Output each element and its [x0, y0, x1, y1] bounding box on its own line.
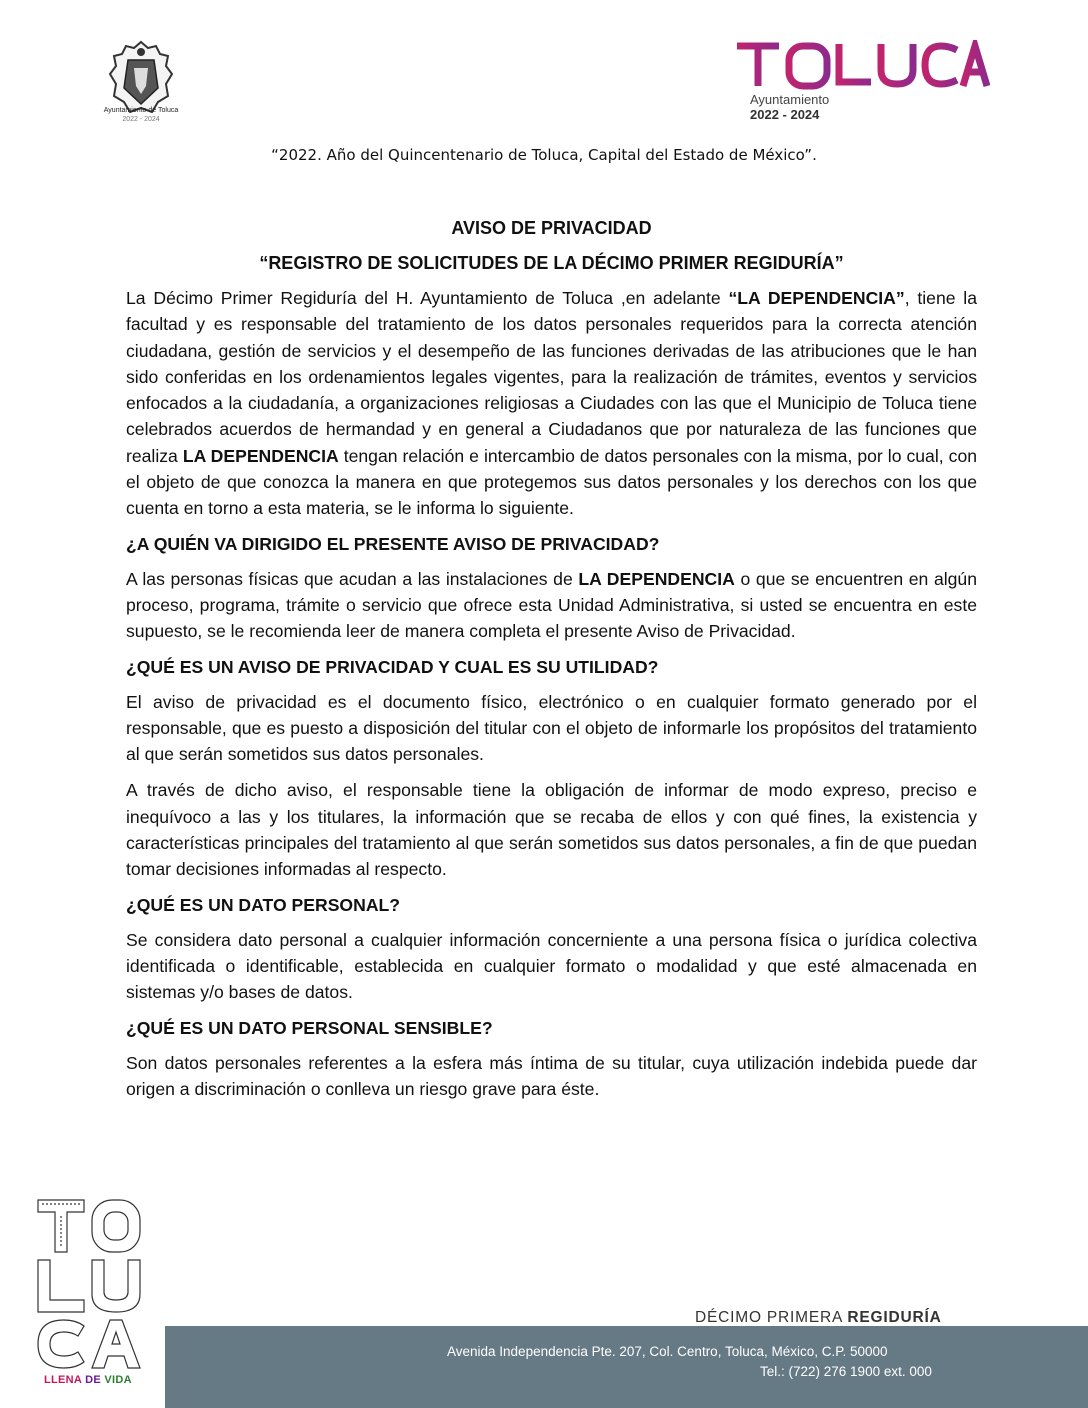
dato-sensible-paragraph: Son datos personales referentes a la esfera más íntima de su titular, cuya utilización indebida puede dar origen a discriminación o conlleva un riesgo grave para éste. — [126, 1052, 977, 1099]
utilidad-paragraph-2: A través de dicho aviso, el responsable tiene la obligación de informar de modo expreso, preciso e inequívoco a las y los titulares, la información que se recaba de ellos y con qué fines, la existencia y características principales del tratamiento al que serán sometidos sus datos personales, a fin de que puedan tomar decisiones informadas al respecto. — [126, 780, 977, 880]
footer-phone: Tel.: (722) 276 1900 ext. 000 — [760, 1364, 932, 1379]
section-heading-dato-sensible: ¿QUÉ ES UN DATO PERSONAL SENSIBLE? — [126, 1017, 493, 1038]
dirigido-text-a: A las personas físicas que acudan a las instalaciones de — [126, 568, 579, 589]
dirigido-paragraph — [126, 566, 977, 645]
intro-text-b: “LA DEPENDENCIA” — [728, 288, 905, 308]
toluca-vertical-logo — [36, 1196, 142, 1372]
utilidad-paragraph-1: El aviso de privacidad es el documento físico, electrónico o en cualquier formato generado por el responsable, que es puesto a disposición del titular con el objeto de informarle los propósitos del tratamiento al que serán sometidos sus datos personales. — [126, 691, 977, 765]
toluca-brand-logo — [735, 40, 990, 90]
slogan-word-1: LLENA — [44, 1374, 82, 1386]
section-heading-utilidad: ¿QUÉ ES UN AVISO DE PRIVACIDAD Y CUAL ES SU UTILIDAD? — [126, 656, 659, 677]
footer-bar — [165, 1326, 1088, 1408]
dirigido-text-c: o que se encuentren en algún proceso, programa, trámite o servicio que ofrece esta Unidad Administrativa, si usted se encuentra en este supuesto, se le recomienda leer de manera completa el presente Aviso de Privacidad. — [126, 568, 977, 642]
document-body — [126, 216, 977, 1112]
dirigido-text-b: LA DEPENDENCIA — [578, 568, 735, 589]
slogan-word-3: VIDA — [104, 1374, 132, 1386]
intro-text-d: LA DEPENDENCIA — [182, 445, 339, 466]
regiduria-bold: REGIDURÍA — [847, 1309, 942, 1326]
seal-caption — [86, 106, 196, 124]
dato-personal-paragraph: Se considera dato personal a cualquier información concerniente a una persona física o jurídica colectiva identificada o identificable, establecida en cualquier formato o modalidad y que esté almacenada en sistemas y/o bases de datos. — [126, 929, 977, 1003]
slogan-llena-de-vida — [44, 1374, 132, 1386]
intro-text-c: , tiene la facultad y es responsable del tratamiento de los datos personales requeridos para la correcta atención ciudadana, gestión de servicios y el desempeño de las funciones derivadas de las atribuciones que le han sido conferidas en los ordenamientos legales vigentes, para la realización de trámites, eventos y servicios enfocados a la ciudadanía, a organizaciones religiosas a Ciudades con las que el Municipio de Toluca tiene celebrados acuerdos de hermandad y en general a Ciudadanos que por naturaleza de las funciones que realiza — [126, 288, 978, 466]
slogan-word-2: DE — [85, 1374, 102, 1386]
intro-text-e: tengan relación e intercambio de datos personales con la misma, por lo cual, con el objeto de que conozca la manera en que protegemos sus datos personales y los derechos con los que cuenta en torno a esta materia, se le informa lo siguiente. — [126, 445, 978, 519]
regiduria-label — [695, 1309, 942, 1327]
section-heading-dato-personal: ¿QUÉ ES UN DATO PERSONAL? — [126, 894, 401, 915]
document-subtitle: “REGISTRO DE SOLICITUDES DE LA DÉCIMO PRIMER REGIDURÍA” — [259, 253, 844, 273]
year-motto: “2022. Año del Quincentenario de Toluca, Capital del Estado de México”. — [271, 146, 817, 164]
ayuntamiento-text: Ayuntamiento — [750, 92, 830, 107]
ayuntamiento-label — [750, 92, 829, 122]
document-title: AVISO DE PRIVACIDAD — [451, 218, 652, 238]
regiduria-light: DÉCIMO PRIMERA — [695, 1309, 848, 1326]
intro-paragraph — [126, 285, 977, 522]
section-heading-dirigido: ¿A QUIÉN VA DIRIGIDO EL PRESENTE AVISO DE PRIVACIDAD? — [126, 533, 660, 554]
seal-caption-years: 2022 - 2024 — [122, 116, 160, 123]
footer-address: Avenida Independencia Pte. 207, Col. Centro, Toluca, México, C.P. 50000 — [447, 1344, 888, 1359]
intro-text-a: La Décimo Primer Regiduría del H. Ayuntamiento de Toluca ,en adelante — [126, 288, 729, 308]
seal-caption-name: Ayuntamiento de Toluca — [103, 107, 179, 114]
ayuntamiento-years: 2022 - 2024 — [750, 107, 820, 122]
